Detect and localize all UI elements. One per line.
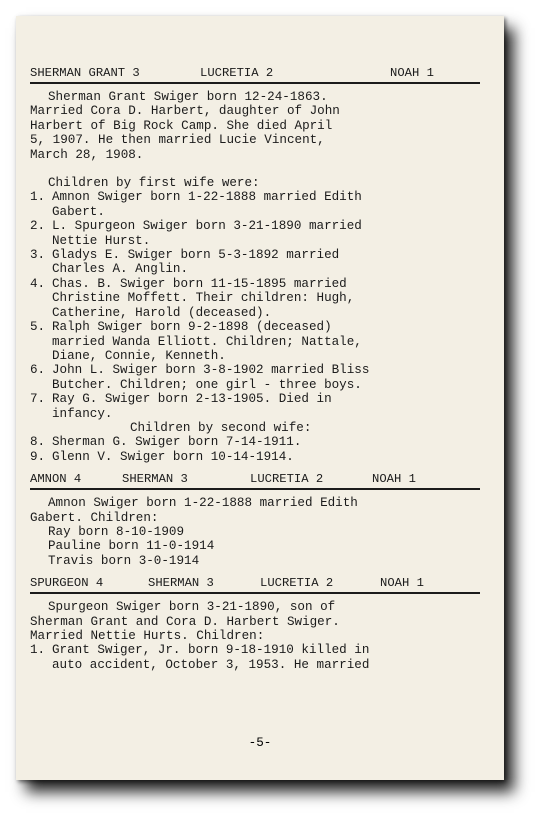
list-item	[30, 277, 480, 320]
bio-line: Spurgeon Swiger born 3-21-1890, son of	[48, 600, 336, 615]
list-item	[30, 320, 480, 363]
list-item	[30, 363, 480, 392]
item-line: Christine Moffett. Their children: Hugh,	[52, 291, 355, 306]
item-line: Charles A. Anglin.	[52, 262, 189, 277]
page-content	[30, 66, 480, 672]
list-number: 1.	[30, 190, 46, 205]
bio-line: March 28, 1908.	[30, 147, 144, 162]
list-item	[30, 248, 480, 277]
children-list	[30, 190, 480, 421]
page-number: -5-	[248, 736, 272, 750]
bio-line: Sherman Grant Swiger born 12-24-1863.	[48, 90, 328, 104]
section-header-spurgeon	[30, 576, 480, 594]
item-line: Diane, Connie, Kenneth.	[52, 348, 226, 363]
item-line: infancy.	[52, 406, 113, 421]
list-number: 7.	[30, 392, 46, 407]
item-line: L. Spurgeon Swiger born 3-21-1890 married	[52, 219, 362, 234]
list-number: 9.	[30, 449, 46, 464]
second-wife-intro: Children by second wife:	[130, 420, 312, 435]
list-number: 1.	[30, 643, 46, 658]
item-line: Chas. B. Swiger born 11-15-1895 married	[52, 276, 347, 291]
section-header-amnon	[30, 472, 480, 490]
header-cell: SHERMAN GRANT 3	[30, 66, 140, 80]
header-cell: LUCRETIA 2	[250, 472, 324, 487]
biography-spurgeon	[30, 600, 480, 672]
header-cell: NOAH 1	[372, 472, 416, 487]
list-item: Travis born 3-0-1914	[48, 553, 200, 568]
list-number: 3.	[30, 248, 46, 263]
document-page	[16, 16, 504, 780]
list-item: Ray born 8-10-1909	[48, 524, 185, 539]
list-number: 2.	[30, 219, 46, 234]
header-cell: AMNON 4	[30, 472, 82, 487]
item-line: Ray G. Swiger born 2-13-1905. Died in	[52, 392, 332, 407]
item-line: Nettie Hurst.	[52, 233, 151, 248]
item-line: Amnon Swiger born 1-22-1888 married Edith	[52, 190, 362, 205]
item-line: auto accident, October 3, 1953. He married	[52, 657, 370, 672]
section-header-sherman-grant	[30, 66, 480, 84]
item-line: Catherine, Harold (deceased).	[52, 305, 272, 320]
header-cell: LUCRETIA 2	[260, 576, 334, 591]
header-cell: NOAH 1	[380, 576, 424, 591]
item-line: Gladys E. Swiger born 5-3-1892 married	[52, 248, 340, 263]
bio-line: Gabert. Children:	[30, 510, 159, 525]
second-children-list	[30, 435, 480, 464]
biography-sherman-grant	[30, 90, 480, 162]
list-item	[30, 392, 480, 421]
list-item	[30, 190, 480, 219]
list-item	[30, 643, 480, 672]
list-item: Pauline born 11-0-1914	[48, 539, 215, 554]
list-number: 4.	[30, 276, 46, 291]
list-number: 5.	[30, 320, 46, 335]
bio-line: Harbert of Big Rock Camp. She died April	[30, 118, 333, 133]
biography-amnon	[30, 496, 480, 568]
bio-line: Sherman Grant and Cora D. Harbert Swiger.	[30, 614, 340, 629]
item-line: married Wanda Elliott. Children; Nattale,	[52, 334, 362, 349]
item-line: Gabert.	[52, 204, 105, 219]
bio-line: Amnon Swiger born 1-22-1888 married Edith	[48, 496, 358, 511]
item-line: Sherman G. Swiger born 7-14-1911.	[52, 435, 302, 450]
item-line: Glenn V. Swiger born 10-14-1914.	[52, 449, 294, 464]
bio-line: Married Cora D. Harbert, daughter of John	[30, 104, 340, 119]
header-cell: SPURGEON 4	[30, 576, 104, 591]
item-line: Ralph Swiger born 9-2-1898 (deceased)	[52, 320, 332, 335]
list-item	[30, 450, 480, 464]
list-item	[30, 219, 480, 248]
bio-line: Married Nettie Hurts. Children:	[30, 629, 265, 643]
header-cell: NOAH 1	[390, 66, 434, 80]
children-intro: Children by first wife were:	[48, 176, 260, 191]
list-item	[30, 435, 480, 449]
header-cell: SHERMAN 3	[148, 576, 214, 591]
bio-line: 5, 1907. He then married Lucie Vincent,	[30, 133, 325, 148]
header-cell: SHERMAN 3	[122, 472, 188, 487]
item-line: Butcher. Children; one girl - three boys.	[52, 377, 362, 392]
header-cell: LUCRETIA 2	[200, 66, 274, 80]
item-line: John L. Swiger born 3-8-1902 married Bliss	[52, 363, 370, 378]
list-number: 8.	[30, 435, 46, 450]
item-line: Grant Swiger, Jr. born 9-18-1910 killed in	[52, 643, 370, 658]
list-number: 6.	[30, 363, 46, 378]
